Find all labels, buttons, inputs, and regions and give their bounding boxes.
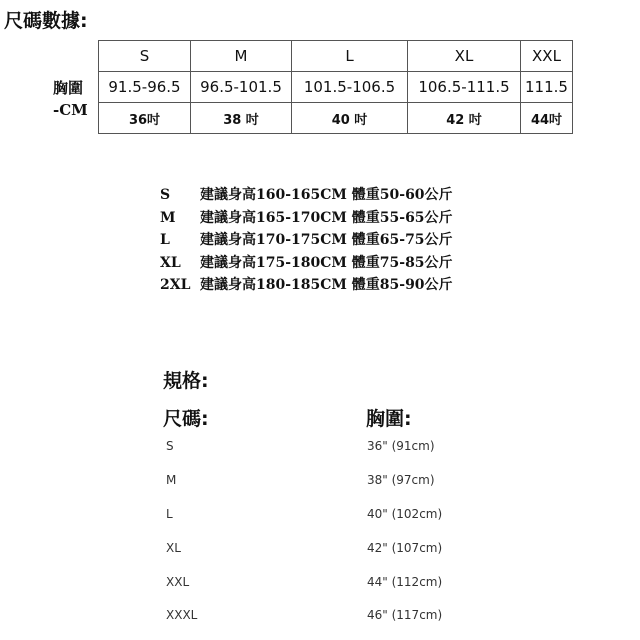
chest-inch-cell: 38 吋 [191,103,292,134]
guide-text: 建議身高180-185CM 體重85-90公斤 [200,277,453,293]
spec-title: 規格: [163,370,209,392]
size-cell: XL [408,41,521,72]
spec-size: XXXL [166,608,198,622]
spec-chest: 36" (91cm) [367,439,435,453]
spec-size: M [166,473,177,487]
chest-cm-row [99,72,573,103]
guide-size: XL [160,254,181,271]
chest-inch-cell: 42 吋 [408,103,521,134]
size-header-row [99,41,573,72]
size-cell: L [292,41,408,72]
page-title: 尺碼數據: [4,10,88,32]
spec-size: XXL [166,575,190,589]
guide-text: 建議身高175-180CM 體重75-85公斤 [200,254,453,271]
spec-size: XL [166,541,181,555]
guide-size: 2XL [160,277,191,293]
chest-row-label [53,77,88,121]
guide-line [160,184,453,207]
size-cell: XXL [521,41,573,72]
spec-chest: 40" (102cm) [367,507,443,521]
size-cell: M [191,41,292,72]
guide-text: 建議身高165-170CM 體重55-65公斤 [200,209,453,226]
chest-cm-cell: 96.5-101.5 [191,72,292,103]
spec-size: S [166,439,174,453]
guide-size: S [160,187,171,203]
chest-cm-cell: 101.5-106.5 [292,72,408,103]
spec-chest: 44" (112cm) [367,575,443,589]
chest-inch-row [99,103,573,134]
spec-size: L [166,507,173,521]
spec-chest: 46" (117cm) [367,608,443,622]
size-cell: S [99,41,191,72]
guide-size: L [160,232,170,248]
spec-chest: 42" (107cm) [367,541,443,555]
chest-cm-cell: 106.5-111.5 [408,72,521,103]
chest-column-header: 胸圍: [366,408,412,430]
chest-cm-cell: 91.5-96.5 [99,72,191,103]
guide-size: M [160,209,176,226]
size-column-header: 尺碼: [163,408,209,430]
chest-inch-cell: 40 吋 [292,103,408,134]
height-weight-guide [160,184,453,297]
cm-unit-label: -CM [53,101,88,119]
chest-cm-cell: 111.5 [521,72,573,103]
size-table [98,40,573,134]
chest-label: 胸圍 [53,79,84,97]
chest-inch-cell: 36吋 [99,103,191,134]
guide-line [160,229,453,252]
guide-line [160,207,453,230]
guide-text: 建議身高160-165CM 體重50-60公斤 [200,187,453,203]
guide-text: 建議身高170-175CM 體重65-75公斤 [200,232,453,248]
spec-chest: 38" (97cm) [367,473,435,487]
guide-line [160,252,453,275]
chest-inch-cell: 44吋 [521,103,573,134]
guide-line [160,274,453,297]
